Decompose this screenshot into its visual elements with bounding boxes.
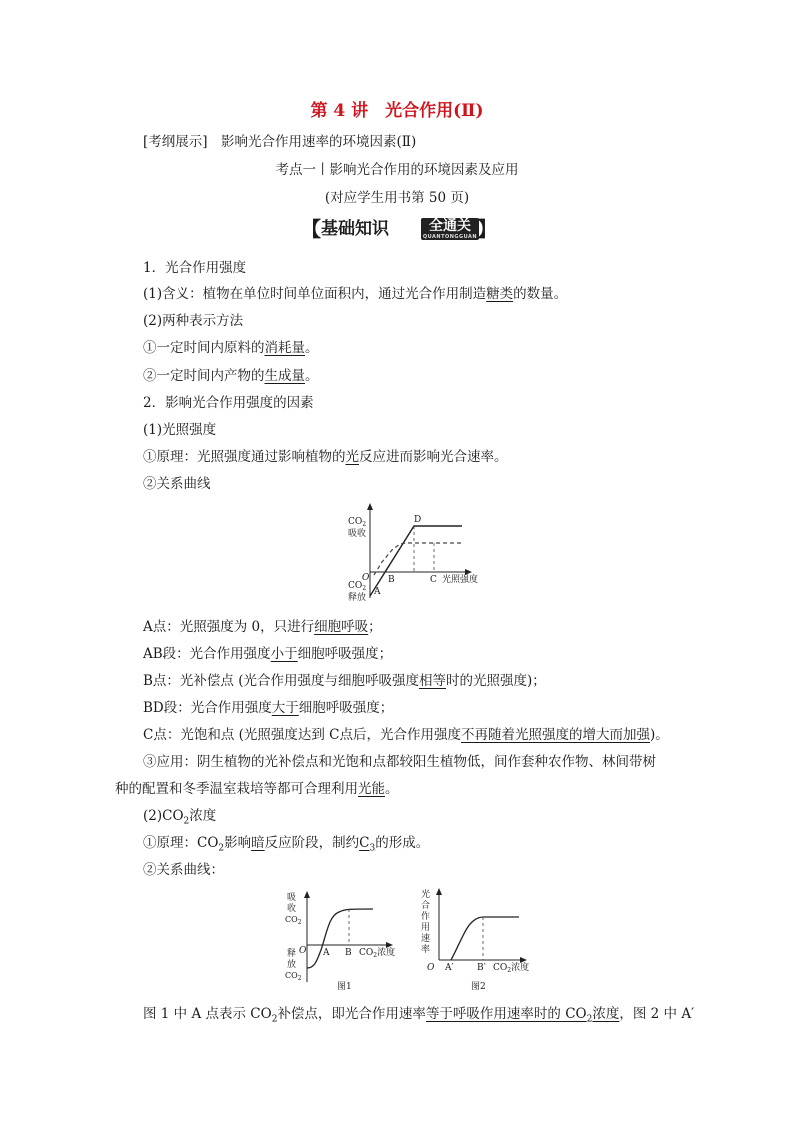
y-bot-label-1: $CO_2$: [348, 581, 367, 592]
y-arrow-icon: [304, 891, 310, 898]
page-reference: (对应学生用书第 50 页): [324, 190, 470, 206]
co2-curve-1: [307, 909, 373, 968]
co2-graph-1: [283, 890, 403, 992]
co2-curve-2: [451, 917, 519, 960]
y-char-1: 合: [421, 901, 431, 911]
co2-graph-2: [415, 885, 540, 992]
exam-outline: [考纲展示] 影响光合作用速率的环境因素(Ⅱ): [143, 134, 417, 150]
y-char-5: 率: [421, 945, 431, 955]
y-char-2: 作: [421, 912, 431, 922]
point-b-label: B: [388, 575, 395, 585]
y-label-3: CO: [285, 915, 298, 924]
y-char-4: 速: [421, 934, 431, 944]
banner-chip-sub: QUANTONGGUAN: [422, 234, 478, 240]
section-title: 考点一丨影响光合作用的环境因素及应用: [275, 162, 519, 178]
y-top-label-2: 吸收: [348, 529, 367, 539]
origin-label: O: [299, 946, 307, 956]
y-bot-label-1: 释: [287, 949, 297, 959]
right-bracket-icon: 】: [477, 217, 497, 241]
point-c-desc: C点：光饱和点 (光照强度达到 C点后，光合作用强度不再随着光照强度的增大而加强)。: [143, 727, 669, 743]
figure-caption-2: 图2: [471, 982, 486, 992]
application-line-2: 种的配置和冬季温室栽培等都可合理利用光能。: [115, 781, 399, 797]
point-b-label: B: [345, 948, 352, 958]
point-c-label: C: [430, 575, 437, 585]
final-line: 图 1 中 A 点表示 $CO_2$补偿点，即光合作用速率等于呼吸作用速率时的 $CO_2$浓度，图 2 中 A′: [143, 1006, 695, 1025]
svg-text:CO2: $CO_2$: [285, 971, 302, 982]
definition-line: (1)含义：植物在单位时间单位面积内，通过光合作用制造糖类的数量。: [143, 286, 568, 302]
light-heading: (1)光照强度: [143, 422, 217, 438]
left-bracket-icon: 【: [301, 217, 321, 241]
y-label-1: 吸: [287, 893, 297, 903]
light-curve-label: ②关系曲线: [143, 476, 211, 492]
heading-1: 1．光合作用强度: [143, 260, 247, 276]
method-2: ②一定时间内产物的生成量。: [143, 368, 319, 384]
y-char-3: 用: [421, 923, 431, 933]
svg-text:CO2: $CO_2$: [285, 915, 302, 926]
banner-text: 基础知识: [321, 219, 389, 239]
co2-principle: ①原理：$CO_2$影响暗反应阶段，制约$C_3$的形成。: [143, 835, 430, 854]
method-1: ①一定时间内原料的消耗量。: [143, 340, 319, 356]
y-arrow-icon: [436, 888, 442, 895]
y-bot-label-3: CO: [285, 971, 298, 980]
segment-ab-desc: AB段：光合作用强度小于细胞呼吸强度；: [143, 646, 393, 662]
methods-line: (2)两种表示方法: [143, 313, 244, 329]
point-b-prime-label: B′: [477, 963, 486, 973]
y-label-2: 收: [287, 904, 297, 914]
point-a-label: A: [374, 587, 381, 597]
point-a-desc: A点：光照强度为 0，只进行细胞呼吸；: [143, 619, 382, 635]
x-axis-label: $CO_2$浓度: [493, 963, 530, 974]
x-axis-label: $CO_2$浓度: [359, 948, 396, 959]
point-a-prime-label: A′: [445, 963, 454, 973]
solid-curve: [370, 526, 462, 596]
y-bot-label-2: 释放: [348, 593, 367, 603]
y-arrow-icon: [367, 503, 373, 510]
light-principle: ①原理：光照强度通过影响植物的光反应进而影响光合速率。: [143, 449, 508, 465]
application-line-1: ③应用：阴生植物的光补偿点和光饱和点都较阳生植物低，间作套种农作物、林间带树: [143, 754, 656, 770]
co2-curve-label: ②关系曲线：: [143, 862, 224, 878]
banner-chip-text: 全通关: [429, 218, 471, 234]
banner-chip: [421, 218, 479, 240]
segment-bd-desc: BD段：光合作用强度大于细胞呼吸强度；: [143, 700, 394, 716]
lesson-title: 第 4 讲 光合作用(Ⅱ): [310, 101, 484, 121]
dashed-curve: [374, 543, 462, 575]
y-char-0: 光: [421, 890, 431, 900]
point-b-desc: B点：光补偿点 (光合作用强度与细胞呼吸强度相等时的光照强度)；: [143, 673, 546, 689]
y-bot-label-2: 放: [287, 960, 297, 970]
co2-heading: $(2)CO_2$浓度: [143, 808, 217, 827]
origin-label: O: [362, 573, 370, 583]
light-intensity-graph: [340, 500, 480, 605]
basic-knowledge-banner: [301, 216, 497, 242]
point-a-label: A: [323, 948, 330, 958]
figure-caption-1: 图1: [337, 982, 352, 992]
y-top-label-1: $CO_2$: [348, 517, 367, 528]
heading-2: 2．影响光合作用强度的因素: [143, 395, 314, 411]
x-axis-label: 光照强度: [442, 575, 479, 585]
origin-label: O: [427, 963, 435, 973]
point-d-label: D: [414, 515, 422, 525]
